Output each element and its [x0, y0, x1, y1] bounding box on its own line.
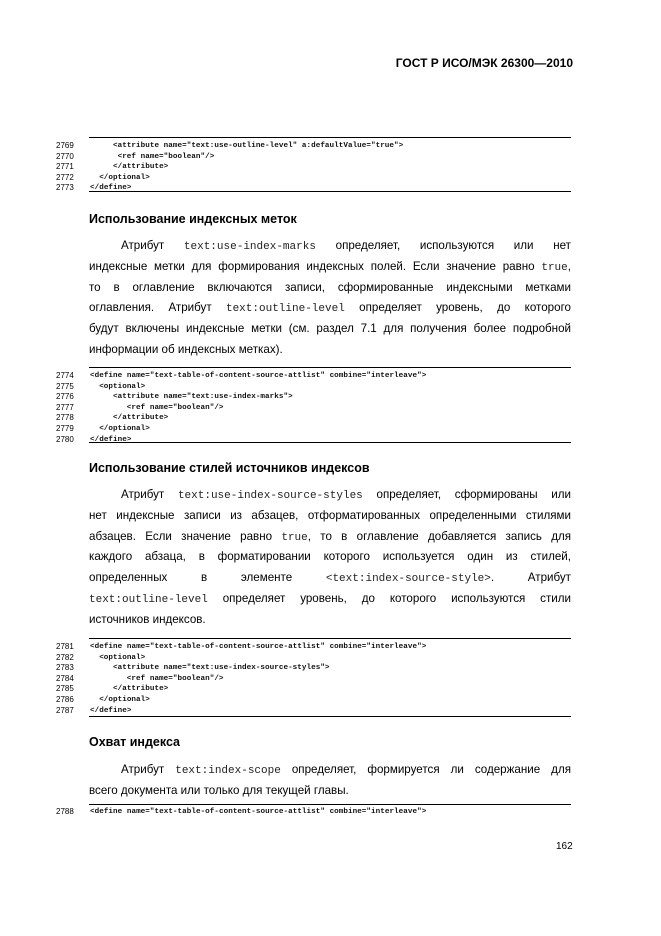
line-number: 2782	[56, 652, 74, 662]
line-number: 2774	[56, 371, 74, 380]
text-run: ,	[567, 259, 571, 273]
code-text: <define name="text-table-of-content-source-attlist" combine="interleave">	[90, 372, 427, 380]
code-line	[56, 435, 571, 446]
paragraph-line	[89, 613, 206, 626]
text-run: определяет уровень, до которого используются стили	[207, 592, 571, 605]
code-line	[56, 424, 571, 435]
section-heading-index-source-styles: Использование стилей источников индексов	[89, 461, 370, 475]
text-run: то в оглавление включаются записи, сформированные индексными метками	[89, 280, 571, 294]
code-block-1	[56, 137, 571, 192]
code-text: <define name="text-table-of-content-source-attlist" combine="interleave">	[90, 643, 427, 651]
section-heading-index-marks: Использование индексных меток	[89, 212, 297, 226]
code-text: </optional>	[99, 425, 150, 433]
code-text: <ref name="boolean"/>	[117, 152, 215, 161]
text-run: определяет, используются или нет	[315, 239, 571, 252]
line-number: 2776	[56, 392, 74, 402]
line-number: 2781	[56, 642, 74, 651]
text-run: источников индексов.	[89, 612, 206, 626]
code-line	[56, 183, 571, 194]
code-block-top-rule	[89, 804, 571, 805]
line-number: 2783	[56, 663, 74, 673]
code-block-top-rule	[89, 137, 571, 138]
code-block-3	[56, 638, 571, 717]
paragraph-line	[89, 530, 571, 544]
text-run: , то в оглавление добавляется запись для	[307, 529, 572, 543]
text-run: определяет, сформированы или	[362, 488, 571, 501]
code-block-2	[56, 367, 571, 443]
text-run: индексные метки для формирования индексных полей. Если значение равно	[89, 259, 542, 273]
line-number: 2770	[56, 151, 74, 161]
paragraph-line	[89, 260, 571, 274]
line-number: 2785	[56, 684, 74, 694]
code-text: <optional>	[99, 653, 146, 662]
inline-code: text:use-index-source-styles	[177, 490, 363, 502]
code-line	[56, 392, 571, 403]
code-text: </define>	[90, 435, 132, 444]
code-text: <ref name="boolean"/>	[126, 403, 224, 412]
inline-code: <text:index-source-style>	[325, 573, 491, 586]
text-run: определенных в элементе	[89, 571, 326, 585]
code-block-top-rule	[89, 367, 571, 368]
code-text: </define>	[90, 184, 132, 193]
paragraph-line	[89, 550, 571, 563]
code-text: <attribute name="text:use-index-marks">	[113, 393, 293, 402]
code-line	[56, 674, 571, 685]
paragraph-line	[89, 509, 571, 522]
code-line	[56, 382, 571, 393]
line-number: 2784	[56, 673, 74, 683]
inline-code: true	[281, 531, 308, 544]
line-number: 2779	[56, 424, 74, 433]
paragraph-line	[89, 571, 571, 585]
document-id-header: ГОСТ Р ИСО/МЭК 26300—2010	[395, 56, 573, 70]
text-run: Атрибут	[121, 488, 178, 501]
text-run: абзацев. Если значение равно	[89, 529, 282, 543]
code-block-top-rule	[89, 638, 571, 639]
text-run: всего документа или только для текущей главы.	[89, 783, 349, 797]
paragraph-line	[121, 488, 571, 502]
line-number: 2788	[56, 807, 74, 816]
code-text: <ref name="boolean"/>	[126, 674, 224, 683]
text-run: информации об индексных метках).	[89, 343, 283, 356]
line-number: 2777	[56, 402, 74, 412]
inline-code: text:outline-level	[89, 594, 208, 606]
text-run: нет индексные записи из абзацев, отформатированных определенными стилями	[89, 508, 571, 522]
code-text: </define>	[90, 706, 132, 715]
code-text: </attribute>	[113, 163, 169, 172]
line-number: 2787	[56, 705, 74, 715]
code-text: <attribute name="text:use-outline-level" a:defaultValue="true">	[113, 142, 404, 150]
text-run: Атрибут	[121, 239, 184, 252]
inline-code: true	[541, 261, 568, 274]
code-text: </attribute>	[113, 414, 169, 423]
code-line	[56, 706, 571, 717]
text-run: определяет уровень, до которого	[344, 301, 571, 315]
code-line	[56, 684, 571, 695]
line-number: 2773	[56, 183, 74, 193]
code-block-4	[56, 804, 571, 822]
paragraph-line	[89, 784, 349, 797]
code-line	[56, 371, 571, 382]
code-text: <optional>	[99, 382, 146, 391]
paragraph-line	[89, 343, 283, 356]
code-line	[56, 653, 571, 664]
page-number: 162	[556, 841, 573, 852]
paragraph-line	[121, 763, 571, 777]
code-text: </attribute>	[113, 685, 169, 694]
code-line	[56, 152, 571, 163]
inline-code: text:use-index-marks	[183, 241, 316, 253]
code-text: <attribute name="text:use-index-source-styles">	[113, 664, 330, 673]
inline-code: text:outline-level	[225, 303, 345, 316]
code-line	[56, 642, 571, 653]
text-run: определяет, формируется ли содержание для	[280, 763, 571, 776]
paragraph-line	[89, 301, 571, 315]
code-line	[56, 162, 571, 173]
line-number: 2775	[56, 381, 74, 391]
code-text: </optional>	[99, 173, 150, 182]
line-number: 2778	[56, 413, 74, 423]
code-line	[56, 663, 571, 674]
code-line	[56, 695, 571, 706]
code-line	[56, 173, 571, 184]
paragraph-line	[121, 239, 571, 253]
code-line	[56, 807, 571, 818]
inline-code: text:index-scope	[175, 765, 281, 777]
text-run: будут включены индексные метки (см. раздел 7.1 для получения более подробной	[89, 322, 571, 336]
code-line	[56, 413, 571, 424]
section-heading-index-scope: Охват индекса	[89, 735, 181, 749]
text-run: оглавления. Атрибут	[89, 301, 226, 315]
line-number: 2769	[56, 141, 74, 150]
line-number: 2772	[56, 172, 74, 182]
code-text: </optional>	[99, 696, 150, 704]
line-number: 2771	[56, 162, 74, 172]
code-text: <define name="text-table-of-content-source-attlist" combine="interleave">	[90, 808, 427, 816]
paragraph-line	[89, 322, 571, 335]
line-number: 2780	[56, 434, 74, 444]
code-line	[56, 141, 571, 152]
paragraph-line	[89, 592, 571, 606]
text-run: . Атрибут	[490, 571, 571, 585]
line-number: 2786	[56, 695, 74, 704]
code-line	[56, 403, 571, 414]
text-run: каждого абзаца, в форматировании которого используется один из стилей,	[89, 550, 571, 564]
text-run: Атрибут	[121, 763, 176, 776]
code-block-bottom-rule	[89, 716, 571, 717]
paragraph-line	[89, 281, 571, 294]
